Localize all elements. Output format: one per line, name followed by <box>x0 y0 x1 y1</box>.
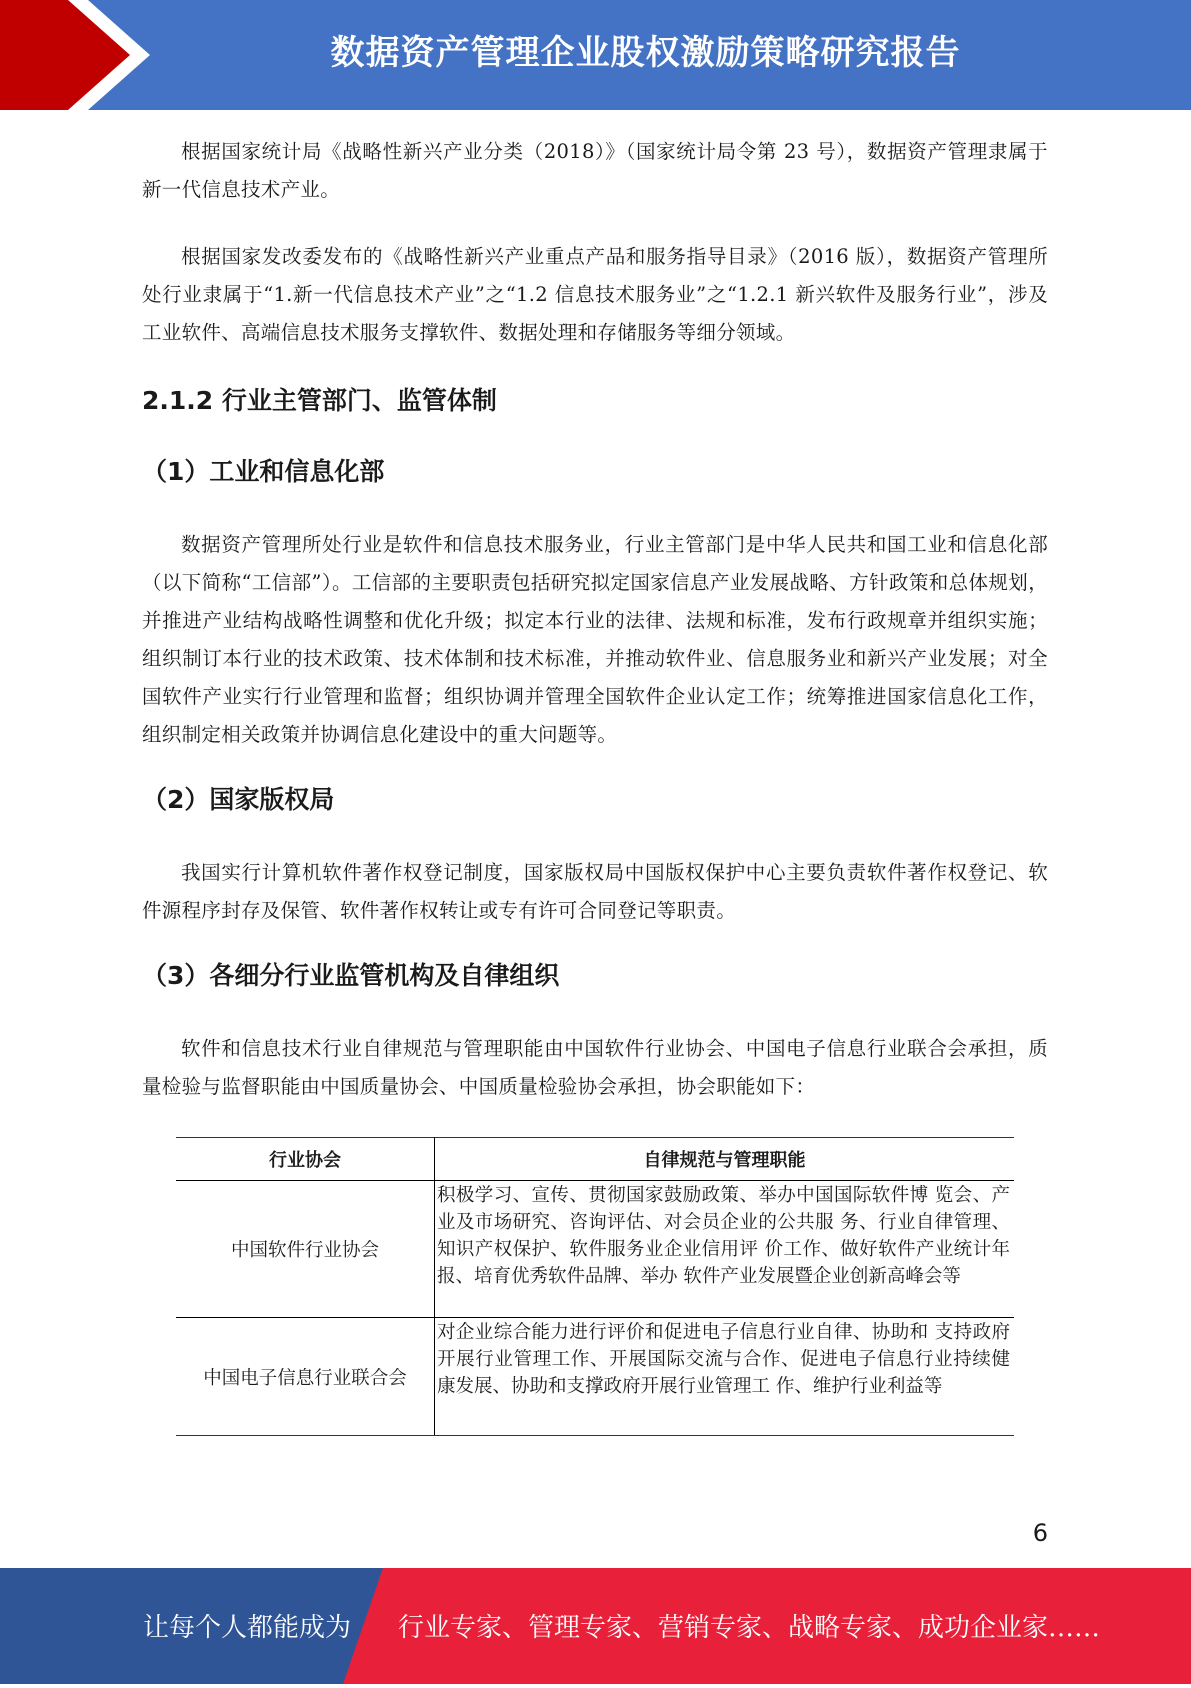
footer-slogan-left: 让每个人都能成为 <box>143 1613 352 1643</box>
paragraph-guidance-catalog-2016: 根据国家发改委发布的《战略性新兴产业重点产品和服务指导目录》（2016 版），数据资产管理所处行业隶属于“1.新一代信息技术产业”之“1.2 信息技术服务业”之“1.2.1 新兴软件及服务行业”，涉及工业软件、高端信息技术服务支撑软件、数据处理和存储服务等细分领域。 <box>142 245 1048 344</box>
table-row <box>176 1318 1014 1436</box>
page-number: 6 <box>1032 1519 1048 1547</box>
table-header-row <box>176 1138 1014 1181</box>
chevron-arrow-icon <box>0 0 160 110</box>
association-table <box>176 1137 1014 1436</box>
section-heading-2-1-2: 2.1.2 行业主管部门、监管体制 <box>142 386 497 415</box>
page-content <box>142 133 1048 1106</box>
paragraph-miit: 数据资产管理所处行业是软件和信息技术服务业，行业主管部门是中华人民共和国工业和信息化部（以下简称“工信部”）。工信部的主要职责包括研究拟定国家信息产业发展战略、方针政策和总体规划，并推进产业结构战略性调整和优化升级；拟定本行业的法律、法规和标准，发布行政规章并组织实施；组织制订本行业的技术政策、技术体制和技术标准，并推动软件业、信息服务业和新兴产业发展；对全国软件产业实行行业管理和监督；组织协调并管理全国软件企业认定工作；统筹推进国家信息化工作，组织制定相关政策并协调信息化建设中的重大问题等。 <box>142 533 1048 746</box>
subheading-self-regulatory-orgs: （3）各细分行业监管机构及自律组织 <box>142 961 560 990</box>
paragraph-copyright-office: 我国实行计算机软件著作权登记制度，国家版权局中国版权保护中心主要负责软件著作权登记、软件源程序封存及保管、软件著作权转让或专有许可合同登记等职责。 <box>142 861 1048 922</box>
column-header-functions: 自律规范与管理职能 <box>435 1138 1015 1181</box>
subheading-copyright-office: （2）国家版权局 <box>142 785 335 814</box>
paragraph-classification-2018: 根据国家统计局《战略性新兴产业分类（2018）》（国家统计局令第 23 号），数据资产管理隶属于新一代信息技术产业。 <box>142 140 1048 201</box>
footer-slogan-right: 行业专家、管理专家、营销专家、战略专家、成功企业家…… <box>398 1613 1101 1643</box>
column-header-association: 行业协会 <box>176 1138 435 1181</box>
table-cell-association: 中国电子信息行业联合会 <box>176 1318 435 1436</box>
table-cell-association: 中国软件行业协会 <box>176 1181 435 1318</box>
table-cell-functions: 对企业综合能力进行评价和促进电子信息行业自律、协助和 支持政府开展行业管理工作、开展国际交流与合作、促进电子信息行业持续健康发展、协助和支撑政府开展行业管理工 作、维护行业利益等 <box>435 1318 1015 1436</box>
report-title: 数据资产管理企业股权激励策略研究报告 <box>330 33 961 73</box>
paragraph-associations-intro: 软件和信息技术行业自律规范与管理职能由中国软件行业协会、中国电子信息行业联合会承担，质量检验与监督职能由中国质量协会、中国质量检验协会承担，协会职能如下： <box>142 1037 1048 1098</box>
page-footer <box>0 1568 1191 1684</box>
table-row <box>176 1181 1014 1318</box>
subheading-miit: （1）工业和信息化部 <box>142 457 385 486</box>
page-header <box>0 0 1191 110</box>
table-cell-functions: 积极学习、宣传、贯彻国家鼓励政策、举办中国国际软件博 览会、产业及市场研究、咨询评估、对会员企业的公共服 务、行业自律管理、知识产权保护、软件服务业企业信用评 价工作、做好软件产业统计年报、培育优秀软件品牌、举办 软件产业发展暨企业创新高峰会等 <box>435 1181 1015 1318</box>
